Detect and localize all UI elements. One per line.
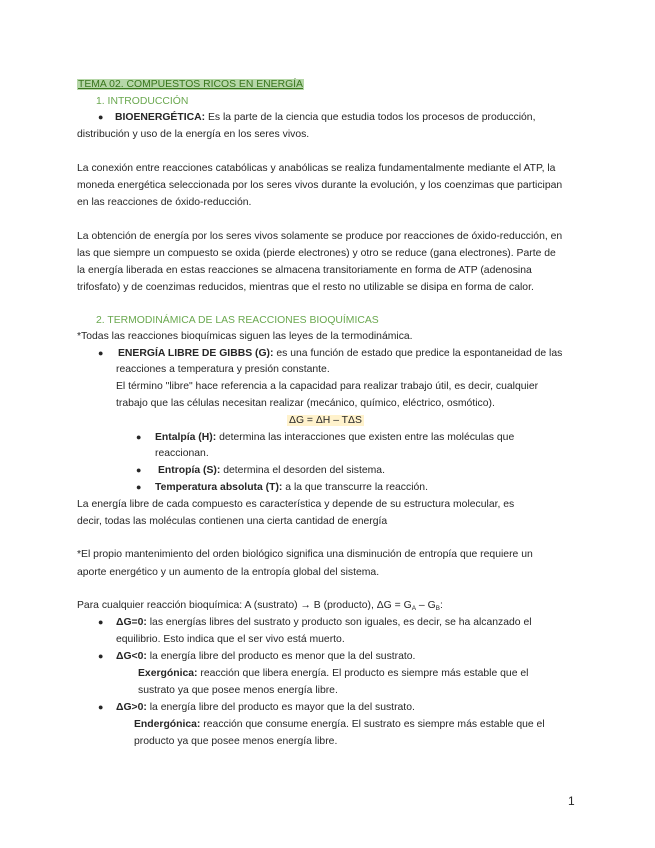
reaction-colon: :: [440, 600, 443, 611]
paragraph-1-line-3: en las reacciones de óxido-reducción.: [77, 197, 252, 208]
paragraph-2-line-4: trifosfato) y de coenzimas reducidos, mientras que el resto no utilizable se disipa en forma de calor.: [77, 282, 534, 293]
exergonica-term: Exergónica:: [138, 668, 198, 679]
temperatura-line: [155, 479, 428, 496]
paragraph-1-line-1: La conexión entre reacciones catabólicas y anabólicas se realiza fundamentalmente mediante el ATP, la: [77, 163, 556, 174]
entalpia-text: determina las interacciones que existen entre las moléculas que: [219, 432, 515, 443]
reaction-intro: Para cualquier reacción bioquímica: A (sustrato) → B (producto), ΔG = G: [77, 600, 412, 611]
endergonica-line-2: producto ya que posee menos energía libre.: [134, 736, 338, 747]
entropia-line: [158, 462, 385, 479]
gibbs-line-2: reacciones a temperatura y presión constante.: [116, 364, 330, 375]
document-title: TEMA 02. COMPUESTOS RICOS EN ENERGÍA: [78, 79, 303, 90]
gibbs-formula-line: [287, 412, 364, 429]
entalpia-term: Entalpía (H):: [155, 432, 217, 443]
bioenergetica-line: [115, 109, 535, 126]
bullet-icon: ●: [98, 702, 104, 712]
gibbs-formula: ΔG = ΔH – TΔS: [289, 415, 362, 426]
case-less-text: la energía libre del producto es menor que la del sustrato.: [149, 651, 416, 662]
case-less-line: [116, 648, 415, 665]
paragraph-4-line-2: aporte energético y un aumento de la entropía global del sistema.: [77, 567, 380, 578]
paragraph-2-line-2: las que siempre un compuesto se oxida (pierde electrones) y otro se reduce (gana electrones). Parte de: [77, 248, 556, 259]
case-equal-line-2: equilibrio. Esto indica que el ser vivo está muerto.: [116, 634, 345, 645]
exergonica-text: reacción que libera energía. El producto es siempre más estable que el: [200, 668, 529, 679]
endergonica-term: Endergónica:: [134, 719, 201, 730]
page-number: 1: [568, 794, 575, 808]
section-2-note: *Todas las reacciones bioquímicas siguen las leyes de la termodinámica.: [77, 331, 413, 342]
section-1-heading: 1. INTRODUCCIÓN: [96, 96, 189, 107]
entropia-text: determina el desorden del sistema.: [223, 465, 385, 476]
bioenergetica-line-2: distribución y uso de la energía en los seres vivos.: [77, 129, 310, 140]
paragraph-4-line-1: *El propio mantenimiento del orden biológico significa una disminución de entropía que requiere un: [77, 549, 533, 560]
gibbs-line-4: trabajo que las células necesitan realizar (mecánico, químico, eléctrico, osmótico).: [116, 398, 495, 409]
case-equal-line: [116, 614, 532, 631]
paragraph-2-line-1: La obtención de energía por los seres vivos solamente se produce por reacciones de óxido-reducción, en: [77, 231, 563, 242]
bullet-icon: ●: [98, 651, 104, 661]
case-equal-text: las energías libres del sustrato y producto son iguales, es decir, se ha alcanzado el: [149, 617, 532, 628]
gibbs-term: ENERGÍA LIBRE DE GIBBS (G):: [118, 348, 274, 359]
bullet-icon: ●: [98, 112, 104, 122]
gibbs-line-3: El término "libre" hace referencia a la capacidad para realizar trabajo útil, es decir, cualquier: [116, 381, 539, 392]
reaction-minus: – G: [416, 600, 436, 611]
document-title-line: [77, 76, 304, 93]
case-greater-term: ΔG>0:: [116, 702, 147, 713]
entalpia-line-2: reaccionan.: [155, 448, 209, 459]
exergonica-line-1: [138, 665, 528, 682]
case-greater-text: la energía libre del producto es mayor que la del sustrato.: [149, 702, 415, 713]
case-less-term: ΔG<0:: [116, 651, 147, 662]
endergonica-line-1: [134, 716, 545, 733]
bullet-icon: ●: [136, 465, 142, 475]
case-greater-line: [116, 699, 415, 716]
gibbs-line-1: [118, 345, 562, 362]
bullet-icon: ●: [98, 617, 104, 627]
entalpia-line: [155, 429, 514, 446]
gibbs-text: es una función de estado que predice la espontaneidad de las: [276, 348, 563, 359]
paragraph-2-line-3: la energía liberada en estas reacciones se almacena transitoriamente en forma de ATP (adenosina: [77, 265, 532, 276]
temperatura-term: Temperatura absoluta (T):: [155, 482, 283, 493]
exergonica-line-2: sustrato ya que posee menos energía libre.: [138, 685, 338, 696]
bioenergetica-text: Es la parte de la ciencia que estudia todos los procesos de producción,: [207, 112, 536, 123]
case-equal-term: ΔG=0:: [116, 617, 147, 628]
reaction-sub-a: A: [411, 605, 417, 612]
bullet-icon: ●: [98, 348, 104, 358]
paragraph-3-line-2: decir, todas las moléculas contienen una cierta cantidad de energía: [77, 516, 388, 527]
reaction-sub-b: B: [435, 605, 441, 612]
bioenergetica-term: BIOENERGÉTICA:: [115, 112, 206, 123]
temperatura-text: a la que transcurre la reacción.: [285, 482, 428, 493]
section-2-heading: 2. TERMODINÁMICA DE LAS REACCIONES BIOQUÍMICAS: [96, 315, 379, 326]
paragraph-1-line-2: moneda energética seleccionada por los seres vivos durante la evolución, y los coenzimas que participan: [77, 180, 563, 191]
paragraph-3-line-1: La energía libre de cada compuesto es característica y depende de su estructura molecular, es: [77, 499, 515, 510]
endergonica-text: reacción que consume energía. El sustrato es siempre más estable que el: [203, 719, 545, 730]
entropia-term: Entropía (S):: [158, 465, 221, 476]
bullet-icon: ●: [136, 432, 142, 442]
bullet-icon: ●: [136, 482, 142, 492]
